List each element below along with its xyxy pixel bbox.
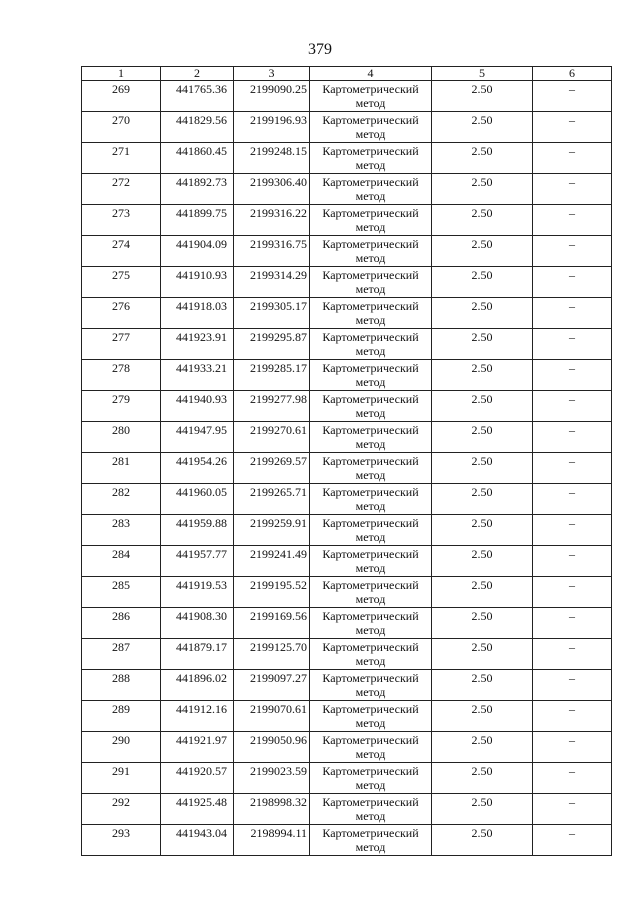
method-suffix: метод bbox=[355, 716, 386, 730]
x-coordinate-cell: 441960.05 bbox=[161, 484, 234, 515]
point-number-cell: 274 bbox=[82, 236, 161, 267]
table-row bbox=[82, 546, 612, 577]
accuracy-cell: 2.50 bbox=[432, 794, 533, 825]
method-cell bbox=[310, 267, 432, 298]
note-cell: – bbox=[533, 205, 612, 236]
table-row bbox=[82, 112, 612, 143]
accuracy-cell: 2.50 bbox=[432, 515, 533, 546]
method-suffix: метод bbox=[355, 282, 386, 296]
accuracy-cell: 2.50 bbox=[432, 391, 533, 422]
page-number: 379 bbox=[308, 41, 332, 58]
x-coordinate-cell: 441919.53 bbox=[161, 577, 234, 608]
note-cell: – bbox=[533, 422, 612, 453]
header-col-3: 3 bbox=[234, 67, 310, 81]
x-coordinate-cell: 441892.73 bbox=[161, 174, 234, 205]
accuracy-cell: 2.50 bbox=[432, 298, 533, 329]
accuracy-cell: 2.50 bbox=[432, 608, 533, 639]
method-cell bbox=[310, 794, 432, 825]
method-name: Картометрический bbox=[322, 330, 419, 344]
accuracy-cell: 2.50 bbox=[432, 329, 533, 360]
x-coordinate-cell: 441910.93 bbox=[161, 267, 234, 298]
method-cell bbox=[310, 546, 432, 577]
y-coordinate-cell: 2199259.91 bbox=[234, 515, 310, 546]
method-cell bbox=[310, 701, 432, 732]
method-name: Картометрический bbox=[322, 826, 419, 840]
point-number-cell: 281 bbox=[82, 453, 161, 484]
method-name: Картометрический bbox=[322, 609, 419, 623]
table-row bbox=[82, 453, 612, 484]
y-coordinate-cell: 2199316.75 bbox=[234, 236, 310, 267]
note-cell: – bbox=[533, 391, 612, 422]
x-coordinate-cell: 441923.91 bbox=[161, 329, 234, 360]
method-cell bbox=[310, 174, 432, 205]
x-coordinate-cell: 441860.45 bbox=[161, 143, 234, 174]
point-number-cell: 273 bbox=[82, 205, 161, 236]
method-cell bbox=[310, 453, 432, 484]
y-coordinate-cell: 2199090.25 bbox=[234, 81, 310, 112]
method-cell bbox=[310, 329, 432, 360]
method-name: Картометрический bbox=[322, 144, 419, 158]
method-suffix: метод bbox=[355, 251, 386, 265]
method-suffix: метод bbox=[355, 530, 386, 544]
method-name: Картометрический bbox=[322, 175, 419, 189]
method-cell bbox=[310, 422, 432, 453]
table-row bbox=[82, 422, 612, 453]
y-coordinate-cell: 2199306.40 bbox=[234, 174, 310, 205]
x-coordinate-cell: 441954.26 bbox=[161, 453, 234, 484]
accuracy-cell: 2.50 bbox=[432, 732, 533, 763]
y-coordinate-cell: 2199265.71 bbox=[234, 484, 310, 515]
table-row bbox=[82, 391, 612, 422]
method-name: Картометрический bbox=[322, 702, 419, 716]
x-coordinate-cell: 441947.95 bbox=[161, 422, 234, 453]
method-suffix: метод bbox=[355, 313, 386, 327]
header-col-1: 1 bbox=[82, 67, 161, 81]
accuracy-cell: 2.50 bbox=[432, 205, 533, 236]
method-cell bbox=[310, 732, 432, 763]
table-row bbox=[82, 267, 612, 298]
note-cell: – bbox=[533, 453, 612, 484]
table-row bbox=[82, 577, 612, 608]
method-cell bbox=[310, 515, 432, 546]
point-number-cell: 283 bbox=[82, 515, 161, 546]
accuracy-cell: 2.50 bbox=[432, 422, 533, 453]
accuracy-cell: 2.50 bbox=[432, 484, 533, 515]
method-suffix: метод bbox=[355, 220, 386, 234]
table-row bbox=[82, 639, 612, 670]
accuracy-cell: 2.50 bbox=[432, 81, 533, 112]
point-number-cell: 275 bbox=[82, 267, 161, 298]
table-row bbox=[82, 484, 612, 515]
method-cell bbox=[310, 484, 432, 515]
accuracy-cell: 2.50 bbox=[432, 763, 533, 794]
method-suffix: метод bbox=[355, 499, 386, 513]
method-cell bbox=[310, 763, 432, 794]
method-suffix: метод bbox=[355, 840, 386, 854]
method-suffix: метод bbox=[355, 468, 386, 482]
method-cell bbox=[310, 391, 432, 422]
y-coordinate-cell: 2199196.93 bbox=[234, 112, 310, 143]
accuracy-cell: 2.50 bbox=[432, 267, 533, 298]
table-body bbox=[82, 67, 612, 856]
table-row bbox=[82, 360, 612, 391]
accuracy-cell: 2.50 bbox=[432, 453, 533, 484]
x-coordinate-cell: 441896.02 bbox=[161, 670, 234, 701]
coordinates-table bbox=[81, 66, 612, 856]
note-cell: – bbox=[533, 112, 612, 143]
method-suffix: метод bbox=[355, 127, 386, 141]
header-col-2: 2 bbox=[161, 67, 234, 81]
point-number-cell: 282 bbox=[82, 484, 161, 515]
y-coordinate-cell: 2199316.22 bbox=[234, 205, 310, 236]
x-coordinate-cell: 441912.16 bbox=[161, 701, 234, 732]
note-cell: – bbox=[533, 298, 612, 329]
method-name: Картометрический bbox=[322, 423, 419, 437]
note-cell: – bbox=[533, 484, 612, 515]
point-number-cell: 270 bbox=[82, 112, 161, 143]
method-cell bbox=[310, 81, 432, 112]
y-coordinate-cell: 2199269.57 bbox=[234, 453, 310, 484]
method-suffix: метод bbox=[355, 406, 386, 420]
x-coordinate-cell: 441765.36 bbox=[161, 81, 234, 112]
table-row bbox=[82, 701, 612, 732]
table-row bbox=[82, 515, 612, 546]
method-suffix: метод bbox=[355, 561, 386, 575]
point-number-cell: 289 bbox=[82, 701, 161, 732]
x-coordinate-cell: 441957.77 bbox=[161, 546, 234, 577]
method-name: Картометрический bbox=[322, 733, 419, 747]
accuracy-cell: 2.50 bbox=[432, 701, 533, 732]
x-coordinate-cell: 441925.48 bbox=[161, 794, 234, 825]
method-cell bbox=[310, 825, 432, 856]
y-coordinate-cell: 2199305.17 bbox=[234, 298, 310, 329]
accuracy-cell: 2.50 bbox=[432, 236, 533, 267]
accuracy-cell: 2.50 bbox=[432, 174, 533, 205]
method-cell bbox=[310, 608, 432, 639]
y-coordinate-cell: 2199169.56 bbox=[234, 608, 310, 639]
table-row bbox=[82, 298, 612, 329]
x-coordinate-cell: 441918.03 bbox=[161, 298, 234, 329]
note-cell: – bbox=[533, 236, 612, 267]
note-cell: – bbox=[533, 794, 612, 825]
note-cell: – bbox=[533, 143, 612, 174]
note-cell: – bbox=[533, 329, 612, 360]
y-coordinate-cell: 2199023.59 bbox=[234, 763, 310, 794]
method-suffix: метод bbox=[355, 654, 386, 668]
y-coordinate-cell: 2199285.17 bbox=[234, 360, 310, 391]
accuracy-cell: 2.50 bbox=[432, 639, 533, 670]
point-number-cell: 284 bbox=[82, 546, 161, 577]
x-coordinate-cell: 441899.75 bbox=[161, 205, 234, 236]
y-coordinate-cell: 2199314.29 bbox=[234, 267, 310, 298]
point-number-cell: 279 bbox=[82, 391, 161, 422]
point-number-cell: 269 bbox=[82, 81, 161, 112]
y-coordinate-cell: 2198994.11 bbox=[234, 825, 310, 856]
y-coordinate-cell: 2199295.87 bbox=[234, 329, 310, 360]
accuracy-cell: 2.50 bbox=[432, 360, 533, 391]
note-cell: – bbox=[533, 267, 612, 298]
table-row bbox=[82, 205, 612, 236]
note-cell: – bbox=[533, 546, 612, 577]
table-row bbox=[82, 732, 612, 763]
accuracy-cell: 2.50 bbox=[432, 112, 533, 143]
method-cell bbox=[310, 577, 432, 608]
method-suffix: метод bbox=[355, 189, 386, 203]
point-number-cell: 278 bbox=[82, 360, 161, 391]
method-suffix: метод bbox=[355, 747, 386, 761]
method-name: Картометрический bbox=[322, 299, 419, 313]
method-suffix: метод bbox=[355, 623, 386, 637]
y-coordinate-cell: 2199195.52 bbox=[234, 577, 310, 608]
note-cell: – bbox=[533, 608, 612, 639]
y-coordinate-cell: 2199277.98 bbox=[234, 391, 310, 422]
table-row bbox=[82, 608, 612, 639]
point-number-cell: 285 bbox=[82, 577, 161, 608]
table-row bbox=[82, 329, 612, 360]
method-name: Картометрический bbox=[322, 516, 419, 530]
x-coordinate-cell: 441904.09 bbox=[161, 236, 234, 267]
y-coordinate-cell: 2199070.61 bbox=[234, 701, 310, 732]
method-cell bbox=[310, 639, 432, 670]
method-name: Картометрический bbox=[322, 268, 419, 282]
method-suffix: метод bbox=[355, 685, 386, 699]
table-row bbox=[82, 670, 612, 701]
x-coordinate-cell: 441921.97 bbox=[161, 732, 234, 763]
x-coordinate-cell: 441959.88 bbox=[161, 515, 234, 546]
note-cell: – bbox=[533, 81, 612, 112]
method-cell bbox=[310, 205, 432, 236]
x-coordinate-cell: 441908.30 bbox=[161, 608, 234, 639]
method-suffix: метод bbox=[355, 778, 386, 792]
header-col-4: 4 bbox=[310, 67, 432, 81]
method-suffix: метод bbox=[355, 158, 386, 172]
method-suffix: метод bbox=[355, 592, 386, 606]
method-cell bbox=[310, 236, 432, 267]
table-row bbox=[82, 763, 612, 794]
table-header-row bbox=[82, 67, 612, 81]
header-col-5: 5 bbox=[432, 67, 533, 81]
method-cell bbox=[310, 360, 432, 391]
point-number-cell: 293 bbox=[82, 825, 161, 856]
x-coordinate-cell: 441943.04 bbox=[161, 825, 234, 856]
y-coordinate-cell: 2199248.15 bbox=[234, 143, 310, 174]
y-coordinate-cell: 2199270.61 bbox=[234, 422, 310, 453]
method-suffix: метод bbox=[355, 437, 386, 451]
table-row bbox=[82, 143, 612, 174]
note-cell: – bbox=[533, 360, 612, 391]
accuracy-cell: 2.50 bbox=[432, 546, 533, 577]
method-cell bbox=[310, 670, 432, 701]
method-suffix: метод bbox=[355, 809, 386, 823]
method-name: Картометрический bbox=[322, 485, 419, 499]
method-name: Картометрический bbox=[322, 206, 419, 220]
method-name: Картометрический bbox=[322, 82, 419, 96]
point-number-cell: 271 bbox=[82, 143, 161, 174]
method-name: Картометрический bbox=[322, 795, 419, 809]
y-coordinate-cell: 2199125.70 bbox=[234, 639, 310, 670]
method-name: Картометрический bbox=[322, 640, 419, 654]
accuracy-cell: 2.50 bbox=[432, 825, 533, 856]
table-row bbox=[82, 236, 612, 267]
method-cell bbox=[310, 112, 432, 143]
accuracy-cell: 2.50 bbox=[432, 577, 533, 608]
point-number-cell: 276 bbox=[82, 298, 161, 329]
point-number-cell: 277 bbox=[82, 329, 161, 360]
method-name: Картометрический bbox=[322, 392, 419, 406]
accuracy-cell: 2.50 bbox=[432, 143, 533, 174]
method-name: Картометрический bbox=[322, 454, 419, 468]
accuracy-cell: 2.50 bbox=[432, 670, 533, 701]
y-coordinate-cell: 2198998.32 bbox=[234, 794, 310, 825]
point-number-cell: 287 bbox=[82, 639, 161, 670]
note-cell: – bbox=[533, 174, 612, 205]
method-suffix: метод bbox=[355, 96, 386, 110]
method-name: Картометрический bbox=[322, 671, 419, 685]
point-number-cell: 272 bbox=[82, 174, 161, 205]
method-cell bbox=[310, 143, 432, 174]
method-name: Картометрический bbox=[322, 361, 419, 375]
point-number-cell: 291 bbox=[82, 763, 161, 794]
x-coordinate-cell: 441940.93 bbox=[161, 391, 234, 422]
header-col-6: 6 bbox=[533, 67, 612, 81]
note-cell: – bbox=[533, 825, 612, 856]
method-name: Картометрический bbox=[322, 578, 419, 592]
table-row bbox=[82, 794, 612, 825]
note-cell: – bbox=[533, 639, 612, 670]
note-cell: – bbox=[533, 670, 612, 701]
note-cell: – bbox=[533, 577, 612, 608]
note-cell: – bbox=[533, 515, 612, 546]
y-coordinate-cell: 2199241.49 bbox=[234, 546, 310, 577]
x-coordinate-cell: 441829.56 bbox=[161, 112, 234, 143]
method-suffix: метод bbox=[355, 375, 386, 389]
point-number-cell: 292 bbox=[82, 794, 161, 825]
note-cell: – bbox=[533, 763, 612, 794]
method-cell bbox=[310, 298, 432, 329]
point-number-cell: 290 bbox=[82, 732, 161, 763]
x-coordinate-cell: 441933.21 bbox=[161, 360, 234, 391]
x-coordinate-cell: 441879.17 bbox=[161, 639, 234, 670]
note-cell: – bbox=[533, 701, 612, 732]
y-coordinate-cell: 2199097.27 bbox=[234, 670, 310, 701]
method-suffix: метод bbox=[355, 344, 386, 358]
method-name: Картометрический bbox=[322, 547, 419, 561]
method-name: Картометрический bbox=[322, 113, 419, 127]
y-coordinate-cell: 2199050.96 bbox=[234, 732, 310, 763]
table-row bbox=[82, 825, 612, 856]
point-number-cell: 288 bbox=[82, 670, 161, 701]
point-number-cell: 286 bbox=[82, 608, 161, 639]
method-name: Картометрический bbox=[322, 764, 419, 778]
method-name: Картометрический bbox=[322, 237, 419, 251]
table-row bbox=[82, 174, 612, 205]
point-number-cell: 280 bbox=[82, 422, 161, 453]
x-coordinate-cell: 441920.57 bbox=[161, 763, 234, 794]
table-row bbox=[82, 81, 612, 112]
note-cell: – bbox=[533, 732, 612, 763]
